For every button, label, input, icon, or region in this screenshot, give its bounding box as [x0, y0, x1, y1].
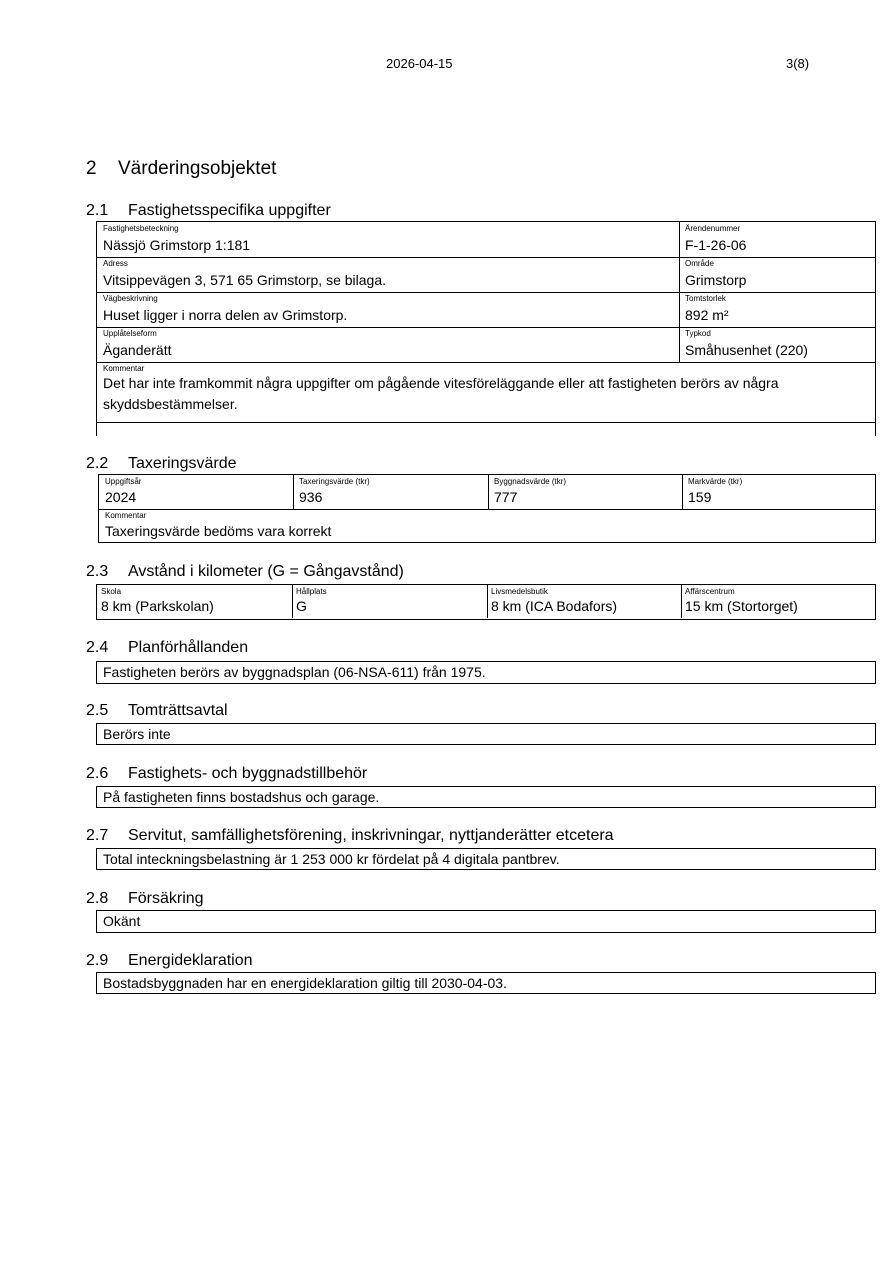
subsection-2-8-heading: [86, 890, 204, 908]
field-label: Taxeringsvärde (tkr): [299, 477, 370, 486]
tax-kommentar-cell: [99, 509, 874, 541]
field-value: Äganderätt: [103, 342, 172, 358]
distance-table: [96, 584, 876, 620]
field-label: Uppgiftsår: [105, 477, 142, 486]
energideklaration-box: Bostadsbyggnaden har en energideklaration giltig till 2030-04-03.: [96, 972, 876, 994]
section-number: 2: [86, 158, 97, 179]
affarscentrum-cell: [681, 585, 874, 618]
markvarde-cell: [682, 475, 874, 509]
subsection-number: 2.5: [86, 702, 109, 719]
fastighetsbeteckning-cell: [97, 222, 679, 257]
field-value: F-1-26-06: [685, 237, 747, 253]
uppgiftsar-cell: [99, 475, 293, 509]
field-label: Livsmedelsbutik: [491, 587, 548, 596]
field-value: 777: [494, 489, 518, 505]
field-value: 936: [299, 489, 323, 505]
field-label: Upplåtelseform: [103, 329, 157, 338]
subsection-title: Fastighets- och byggnadstillbehör: [128, 765, 368, 782]
field-value: Nässjö Grimstorp 1:181: [103, 237, 251, 253]
kommentar-text: Det har inte framkommit några uppgifter om pågående vitesföreläggande eller att fastigheten berörs av några skyddsbestämmelser.: [103, 375, 779, 412]
tillbehor-box: På fastigheten finns bostadshus och garage.: [96, 786, 876, 808]
subsection-title: Taxeringsvärde: [128, 455, 237, 472]
hallplats-cell: [292, 585, 487, 618]
arendenummer-cell: [679, 222, 874, 257]
field-label: Vägbeskrivning: [103, 294, 158, 303]
field-value: 8 km (ICA Bodafors): [491, 598, 618, 614]
field-label: Hållplats: [296, 587, 327, 596]
subsection-number: 2.7: [86, 827, 109, 844]
vagbeskrivning-cell: [97, 292, 679, 327]
planforhallanden-box: Fastigheten berörs av byggnadsplan (06-NSA-611) från 1975.: [96, 661, 876, 684]
adress-cell: [97, 257, 679, 292]
subsection-title: Försäkring: [128, 890, 204, 907]
section-heading: [86, 158, 276, 180]
subsection-2-3-heading: [86, 563, 404, 581]
subsection-2-1-heading: [86, 202, 331, 220]
subsection-number: 2.3: [86, 563, 109, 580]
field-value: 2024: [105, 489, 137, 505]
subsection-title: Avstånd i kilometer (G = Gångavstånd): [128, 563, 404, 580]
subsection-title: Planförhållanden: [128, 639, 249, 656]
field-label: Typkod: [685, 329, 711, 338]
tomtrattsavtal-box: Berörs inte: [96, 723, 876, 745]
skola-cell: [97, 585, 292, 618]
subsection-title: Fastighetsspecifika uppgifter: [128, 202, 331, 219]
field-value: G: [296, 598, 307, 614]
typkod-cell: [679, 327, 874, 362]
subsection-2-4-heading: [86, 639, 248, 657]
field-value: Vitsippevägen 3, 571 65 Grimstorp, se bilaga.: [103, 272, 387, 288]
livsmedelsbutik-cell: [487, 585, 681, 618]
section-title: Värderingsobjektet: [118, 158, 277, 179]
tax-table: [98, 474, 876, 543]
field-label: Område: [685, 259, 714, 268]
subsection-2-7-heading: [86, 827, 614, 845]
subsection-2-5-heading: [86, 702, 228, 720]
subsection-number: 2.8: [86, 890, 109, 907]
field-value: 892 m²: [685, 307, 729, 323]
subsection-title: Tomträttsavtal: [128, 702, 228, 719]
field-value: 8 km (Parkskolan): [101, 598, 214, 614]
subsection-number: 2.6: [86, 765, 109, 782]
field-label: Tomtstorlek: [685, 294, 726, 303]
field-label: Fastighetsbeteckning: [103, 224, 179, 233]
field-value: Huset ligger i norra delen av Grimstorp.: [103, 307, 348, 323]
field-label: Markvärde (tkr): [688, 477, 743, 486]
field-value: 15 km (Stortorget): [685, 598, 798, 614]
document-date: 2026-04-15: [386, 56, 453, 71]
field-label: Skola: [101, 587, 122, 596]
field-value: Småhusenhet (220): [685, 342, 808, 358]
field-label: Byggnadsvärde (tkr): [494, 477, 567, 486]
subsection-2-2-heading: [86, 455, 237, 473]
page-number: 3(8): [786, 56, 810, 71]
servitut-box: Total inteckningsbelastning är 1 253 000 kr fördelat på 4 digitala pantbrev.: [96, 848, 876, 870]
field-value: Taxeringsvärde bedöms vara korrekt: [105, 523, 332, 539]
field-label: Affärscentrum: [685, 587, 735, 596]
subsection-2-6-heading: [86, 765, 367, 783]
subsection-2-9-heading: [86, 952, 253, 970]
property-table: [96, 221, 876, 436]
kommentar-cell: [97, 362, 874, 422]
subsection-title: Energideklaration: [128, 952, 253, 969]
tomtstorlek-cell: [679, 292, 874, 327]
subsection-title: Servitut, samfällighetsförening, inskrivningar, nyttjanderätter etcetera: [128, 827, 614, 844]
upplatelseform-cell: [97, 327, 679, 362]
subsection-number: 2.2: [86, 455, 109, 472]
field-label: Ärendenummer: [685, 224, 741, 233]
taxeringsvarde-cell: [293, 475, 488, 509]
omrade-cell: [679, 257, 874, 292]
field-label: Kommentar: [105, 511, 147, 520]
subsection-number: 2.1: [86, 202, 109, 219]
field-value: 159: [688, 489, 712, 505]
subsection-number: 2.9: [86, 952, 109, 969]
field-label: Adress: [103, 259, 128, 268]
field-value: Grimstorp: [685, 272, 747, 288]
field-label: Kommentar: [103, 364, 145, 373]
byggnadsvarde-cell: [488, 475, 682, 509]
subsection-number: 2.4: [86, 639, 109, 656]
forsakring-box: Okänt: [96, 910, 876, 933]
